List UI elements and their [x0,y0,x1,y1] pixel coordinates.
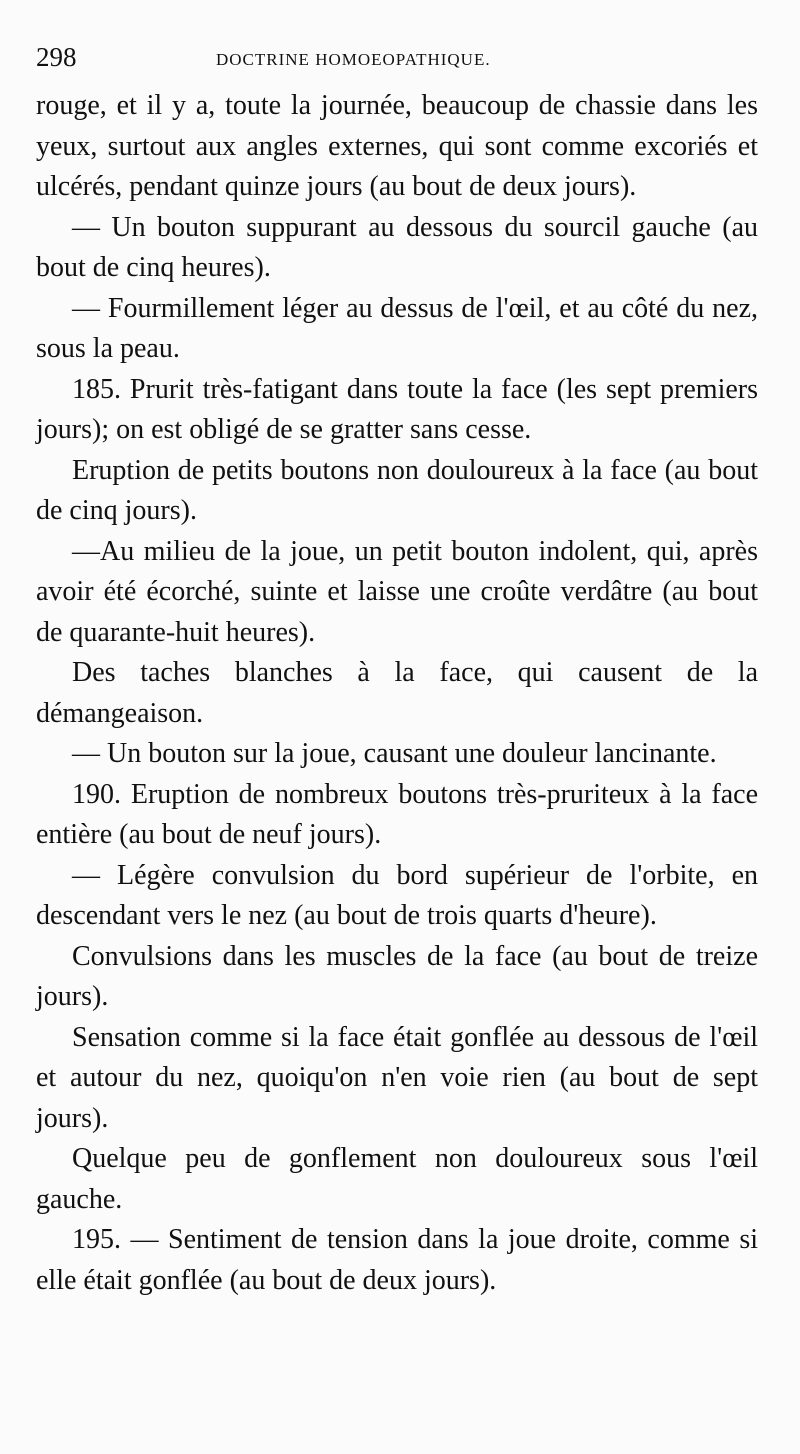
paragraph: rouge, et il y a, toute la journée, beaucoup de chassie dans les yeux, surtout aux angles externes, qui sont comme excoriés et ulcérés, pendant quinze jours (au bout de deux jours). [36,90,758,202]
page-number: 298 [36,42,77,72]
paragraph: Convulsions dans les muscles de la face (au bout de treize jours). [36,940,758,1012]
paragraph: 190. Eruption de nombreux boutons très-pruriteux à la face entière (au bout de neuf jours). [36,778,758,850]
page-header [36,42,756,82]
running-head: DOCTRINE HOMOEOPATHIQUE. [216,50,491,69]
paragraph: Eruption de petits boutons non douloureux à la face (au bout de cinq jours). [36,454,758,526]
paragraph: — Un bouton sur la joue, causant une douleur lancinante. [72,738,717,769]
paragraph: 195. — Sentiment de tension dans la joue droite, comme si elle était gonflée (au bout de deux jours). [36,1224,758,1296]
body-text [36,86,758,1301]
paragraph: 185. Prurit très-fatigant dans toute la face (les sept premiers jours); on est obligé de se gratter sans cesse. [36,373,758,445]
paragraph: —Au milieu de la joue, un petit bouton indolent, qui, après avoir été écorché, suinte et laisse une croûte verdâtre (au bout de quarante-huit heures). [36,535,758,648]
paragraph: Quelque peu de gonflement non douloureux sous l'œil gauche. [36,1143,758,1215]
paragraph: — Un bouton suppurant au dessous du sourcil gauche (au bout de cinq heures). [36,211,758,283]
paragraph: Des taches blanches à la face, qui causent de la démangeaison. [36,657,758,729]
paragraph: — Légère convulsion du bord supérieur de l'orbite, en descendant vers le nez (au bout de trois quarts d'heure). [36,859,758,931]
paragraph: Sensation comme si la face était gonflée au dessous de l'œil et autour du nez, quoiqu'on n'en voie rien (au bout de sept jours). [36,1021,758,1134]
paragraph: — Fourmillement léger au dessus de l'œil, et au côté du nez, sous la peau. [36,292,758,364]
